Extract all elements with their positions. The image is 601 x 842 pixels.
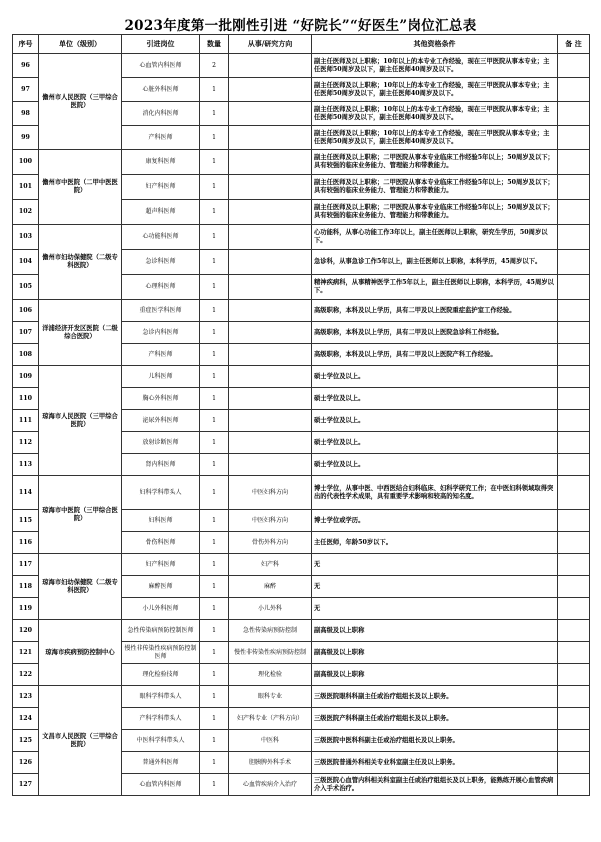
row-number: 109	[13, 366, 39, 388]
post-count: 1	[200, 432, 229, 454]
requirements: 副高级及以上职称	[312, 620, 558, 642]
requirements: 心功能科，从事心功能工作3年以上，副主任医师以上职称，研究生学历，50周岁以下。	[312, 225, 558, 250]
row-number: 108	[13, 344, 39, 366]
row-number: 107	[13, 322, 39, 344]
remarks	[558, 102, 590, 126]
research-direction	[229, 410, 312, 432]
post-count: 1	[200, 388, 229, 410]
remarks	[558, 752, 590, 774]
post-name: 产科医师	[122, 344, 200, 366]
research-direction: 心血管疾病介入治疗	[229, 774, 312, 796]
research-direction	[229, 250, 312, 275]
requirements: 三级医院心血管内科相关科室副主任或治疗组组长及以上职务，能熟练开展心血管疾病介入手术治疗。	[312, 774, 558, 796]
requirements: 硕士学位及以上。	[312, 410, 558, 432]
row-number: 115	[13, 510, 39, 532]
remarks	[558, 532, 590, 554]
requirements: 精神疾病科，从事精神医学工作5年以上，副主任医师以上职称，本科学历，45周岁以下。	[312, 275, 558, 300]
row-number: 117	[13, 554, 39, 576]
row-number: 111	[13, 410, 39, 432]
row-number: 105	[13, 275, 39, 300]
post-count: 1	[200, 774, 229, 796]
requirements: 硕士学位及以上。	[312, 366, 558, 388]
remarks	[558, 126, 590, 150]
research-direction	[229, 102, 312, 126]
post-name: 麻醉医师	[122, 576, 200, 598]
requirements: 高级职称，本科及以上学历，具有二甲及以上医院急诊科工作经验。	[312, 322, 558, 344]
post-name: 泌尿外科医师	[122, 410, 200, 432]
remarks	[558, 554, 590, 576]
table-row	[13, 300, 590, 322]
table-row	[13, 686, 590, 708]
post-count: 1	[200, 410, 229, 432]
post-name: 中医科学科带头人	[122, 730, 200, 752]
post-name: 产科学科带头人	[122, 708, 200, 730]
table-row	[13, 150, 590, 175]
remarks	[558, 200, 590, 225]
post-count: 1	[200, 476, 229, 510]
research-direction: 麻醉	[229, 576, 312, 598]
research-direction	[229, 432, 312, 454]
unit-name: 琼海市人民医院（三甲综合医院）	[39, 366, 122, 476]
row-number: 110	[13, 388, 39, 410]
post-count: 1	[200, 664, 229, 686]
research-direction	[229, 344, 312, 366]
requirements: 硕士学位及以上。	[312, 432, 558, 454]
header-remarks: 备 注	[558, 35, 590, 54]
row-number: 103	[13, 225, 39, 250]
requirements: 三级医院眼科科副主任或治疗组组长及以上职务。	[312, 686, 558, 708]
row-number: 116	[13, 532, 39, 554]
row-number: 120	[13, 620, 39, 642]
requirements: 副主任医师及以上职称；10年以上的本专业工作经验，现在三甲医院从事本专业；主任医师50周岁及以下，副主任医师40周岁及以下。	[312, 78, 558, 102]
post-count: 1	[200, 175, 229, 200]
row-number: 124	[13, 708, 39, 730]
requirements: 副主任医师及以上职称；二甲医院从事本专业临床工作经验5年以上；50周岁及以下；具有较强的临床业务能力、管理能力和带教能力。	[312, 150, 558, 175]
requirements: 硕士学位及以上。	[312, 454, 558, 476]
post-name: 眼科学科带头人	[122, 686, 200, 708]
remarks	[558, 150, 590, 175]
remarks	[558, 250, 590, 275]
requirements: 急诊科，从事急诊工作5年以上，副主任医师以上职称，本科学历，45周岁以下。	[312, 250, 558, 275]
research-direction: 小儿外科	[229, 598, 312, 620]
table-row	[13, 225, 590, 250]
research-direction: 慢性非传染性疾病预防控制	[229, 642, 312, 664]
remarks	[558, 686, 590, 708]
post-name: 心脏外科医师	[122, 78, 200, 102]
research-direction	[229, 126, 312, 150]
unit-name: 文昌市人民医院（三甲综合医院）	[39, 686, 122, 796]
requirements: 副主任医师及以上职称；10年以上的本专业工作经验，现在三甲医院从事本专业；主任医师50周岁及以下，副主任医师40周岁及以下。	[312, 126, 558, 150]
requirements: 博士学位或学历。	[312, 510, 558, 532]
post-count: 1	[200, 300, 229, 322]
research-direction: 急性传染病预防控制	[229, 620, 312, 642]
research-direction: 妇产科	[229, 554, 312, 576]
requirements: 三级医院产科科副主任或治疗组组长及以上职务。	[312, 708, 558, 730]
remarks	[558, 598, 590, 620]
requirements: 博士学位，从事中医、中西医结合妇科临床、妇科学研究工作；在中医妇科领域取得突出的代表性学术成果，具有重要学术影响和较高的知名度。	[312, 476, 558, 510]
remarks	[558, 454, 590, 476]
header-post: 引进岗位	[122, 35, 200, 54]
post-name: 产科医师	[122, 126, 200, 150]
row-number: 123	[13, 686, 39, 708]
row-number: 101	[13, 175, 39, 200]
post-count: 1	[200, 250, 229, 275]
research-direction	[229, 225, 312, 250]
post-count: 2	[200, 54, 229, 78]
row-number: 127	[13, 774, 39, 796]
post-count: 1	[200, 554, 229, 576]
row-number: 113	[13, 454, 39, 476]
requirements: 三级医院中医科科副主任或治疗组组长及以上职务。	[312, 730, 558, 752]
remarks	[558, 410, 590, 432]
post-name: 妇科医师	[122, 510, 200, 532]
header-direction: 从事/研究方向	[229, 35, 312, 54]
research-direction: 眼科专业	[229, 686, 312, 708]
research-direction	[229, 54, 312, 78]
header-count: 数量	[200, 35, 229, 54]
header-unit: 单位（级别）	[39, 35, 122, 54]
research-direction	[229, 366, 312, 388]
header-no: 序号	[13, 35, 39, 54]
remarks	[558, 366, 590, 388]
table-row	[13, 476, 590, 510]
post-name: 急诊科医师	[122, 250, 200, 275]
remarks	[558, 225, 590, 250]
header-row	[13, 35, 590, 54]
research-direction	[229, 78, 312, 102]
post-count: 1	[200, 200, 229, 225]
research-direction	[229, 388, 312, 410]
row-number: 100	[13, 150, 39, 175]
requirements: 副主任医师及以上职称；二甲医院从事本专业临床工作经验5年以上；50周岁及以下；具有较强的临床业务能力、管理能力和带教能力。	[312, 200, 558, 225]
post-name: 儿科医师	[122, 366, 200, 388]
table-row	[13, 620, 590, 642]
post-count: 1	[200, 708, 229, 730]
post-name: 消化内科医师	[122, 102, 200, 126]
post-count: 1	[200, 344, 229, 366]
unit-name: 琼海市妇幼保健院（二级专科医院）	[39, 554, 122, 620]
post-count: 1	[200, 620, 229, 642]
header-requirements: 其他资格条件	[312, 35, 558, 54]
remarks	[558, 388, 590, 410]
positions-table	[12, 34, 590, 796]
research-direction	[229, 200, 312, 225]
row-number: 122	[13, 664, 39, 686]
post-name: 急诊内科医师	[122, 322, 200, 344]
table-row	[13, 366, 590, 388]
post-count: 1	[200, 752, 229, 774]
row-number: 112	[13, 432, 39, 454]
row-number: 125	[13, 730, 39, 752]
post-count: 1	[200, 322, 229, 344]
remarks	[558, 344, 590, 366]
unit-name: 儋州市妇幼保健院（二级专科医院）	[39, 225, 122, 300]
row-number: 97	[13, 78, 39, 102]
post-name: 慢性非传染性疾病预防控制医师	[122, 642, 200, 664]
post-count: 1	[200, 102, 229, 126]
row-number: 119	[13, 598, 39, 620]
requirements: 主任医师，年龄50岁以下。	[312, 532, 558, 554]
post-count: 1	[200, 78, 229, 102]
row-number: 106	[13, 300, 39, 322]
remarks	[558, 300, 590, 322]
post-name: 心血管内科医师	[122, 774, 200, 796]
row-number: 114	[13, 476, 39, 510]
post-name: 妇产科医师	[122, 554, 200, 576]
remarks	[558, 620, 590, 642]
remarks	[558, 510, 590, 532]
table-row	[13, 554, 590, 576]
research-direction	[229, 150, 312, 175]
research-direction: 妇产科专业（产科方向）	[229, 708, 312, 730]
post-count: 1	[200, 686, 229, 708]
remarks	[558, 432, 590, 454]
post-name: 妇产科医师	[122, 175, 200, 200]
post-name: 理化检验技师	[122, 664, 200, 686]
post-name: 放射诊断医师	[122, 432, 200, 454]
post-name: 心血管内科医师	[122, 54, 200, 78]
unit-name: 洋浦经济开发区医院（二级综合医院）	[39, 300, 122, 366]
requirements: 无	[312, 598, 558, 620]
post-name: 骨伤科医师	[122, 532, 200, 554]
requirements: 无	[312, 554, 558, 576]
post-count: 1	[200, 275, 229, 300]
table-body	[13, 54, 590, 796]
post-count: 1	[200, 510, 229, 532]
unit-name: 儋州市人民医院（三甲综合医院）	[39, 54, 122, 150]
remarks	[558, 476, 590, 510]
unit-name: 琼海市疾病预防控制中心	[39, 620, 122, 686]
row-number: 126	[13, 752, 39, 774]
requirements: 无	[312, 576, 558, 598]
post-name: 普通外科医师	[122, 752, 200, 774]
requirements: 硕士学位及以上。	[312, 388, 558, 410]
row-number: 102	[13, 200, 39, 225]
post-count: 1	[200, 126, 229, 150]
post-name: 心理科医师	[122, 275, 200, 300]
post-count: 1	[200, 598, 229, 620]
research-direction: 中医科	[229, 730, 312, 752]
requirements: 高级职称，本科及以上学历，具有二甲及以上医院产科工作经验。	[312, 344, 558, 366]
post-count: 1	[200, 150, 229, 175]
post-name: 胸心外科医师	[122, 388, 200, 410]
remarks	[558, 54, 590, 78]
post-name: 肾内科医师	[122, 454, 200, 476]
research-direction	[229, 275, 312, 300]
document-title: 2023年度第一批刚性引进 “好院长”“好医生”岗位汇总表	[124, 18, 477, 34]
requirements: 副主任医师及以上职称；10年以上的本专业工作经验，现在三甲医院从事本专业；主任医师50周岁及以下，副主任医师40周岁及以下。	[312, 102, 558, 126]
post-count: 1	[200, 366, 229, 388]
requirements: 副主任医师及以上职称；二甲医院从事本专业临床工作经验5年以上；50周岁及以下；具有较强的临床业务能力、管理能力和带教能力。	[312, 175, 558, 200]
requirements: 副高级及以上职称	[312, 642, 558, 664]
post-name: 小儿外科医师	[122, 598, 200, 620]
remarks	[558, 175, 590, 200]
row-number: 96	[13, 54, 39, 78]
post-name: 心功能科医师	[122, 225, 200, 250]
row-number: 104	[13, 250, 39, 275]
remarks	[558, 576, 590, 598]
requirements: 高级职称，本科及以上学历，具有二甲及以上医院重症监护室工作经验。	[312, 300, 558, 322]
research-direction: 中医妇科方向	[229, 510, 312, 532]
post-name: 急性传染病预防控制医师	[122, 620, 200, 642]
post-count: 1	[200, 454, 229, 476]
row-number: 99	[13, 126, 39, 150]
post-count: 1	[200, 225, 229, 250]
research-direction	[229, 175, 312, 200]
post-name: 妇科学科带头人	[122, 476, 200, 510]
post-name: 康复科医师	[122, 150, 200, 175]
remarks	[558, 708, 590, 730]
post-name: 超声科医师	[122, 200, 200, 225]
remarks	[558, 642, 590, 664]
requirements: 副主任医师及以上职称；10年以上的本专业工作经验，现在三甲医院从事本专业；主任医师50周岁及以下，副主任医师40周岁及以下。	[312, 54, 558, 78]
requirements: 副高级及以上职称	[312, 664, 558, 686]
post-count: 1	[200, 730, 229, 752]
research-direction	[229, 300, 312, 322]
requirements: 三级医院普通外科相关专业科室副主任及以上职务。	[312, 752, 558, 774]
research-direction: 骨伤外科方向	[229, 532, 312, 554]
remarks	[558, 774, 590, 796]
row-number: 118	[13, 576, 39, 598]
row-number: 121	[13, 642, 39, 664]
table-row	[13, 54, 590, 78]
remarks	[558, 78, 590, 102]
research-direction: 胆胰脾外科手术	[229, 752, 312, 774]
remarks	[558, 322, 590, 344]
row-number: 98	[13, 102, 39, 126]
post-count: 1	[200, 576, 229, 598]
remarks	[558, 275, 590, 300]
unit-name: 琼海市中医院（三甲综合医院）	[39, 476, 122, 554]
research-direction	[229, 454, 312, 476]
post-count: 1	[200, 642, 229, 664]
post-name: 重症医学科医师	[122, 300, 200, 322]
remarks	[558, 664, 590, 686]
remarks	[558, 730, 590, 752]
research-direction	[229, 322, 312, 344]
research-direction: 中医妇科方向	[229, 476, 312, 510]
research-direction: 理化检验	[229, 664, 312, 686]
post-count: 1	[200, 532, 229, 554]
unit-name: 儋州市中医院（二甲中医医院）	[39, 150, 122, 225]
